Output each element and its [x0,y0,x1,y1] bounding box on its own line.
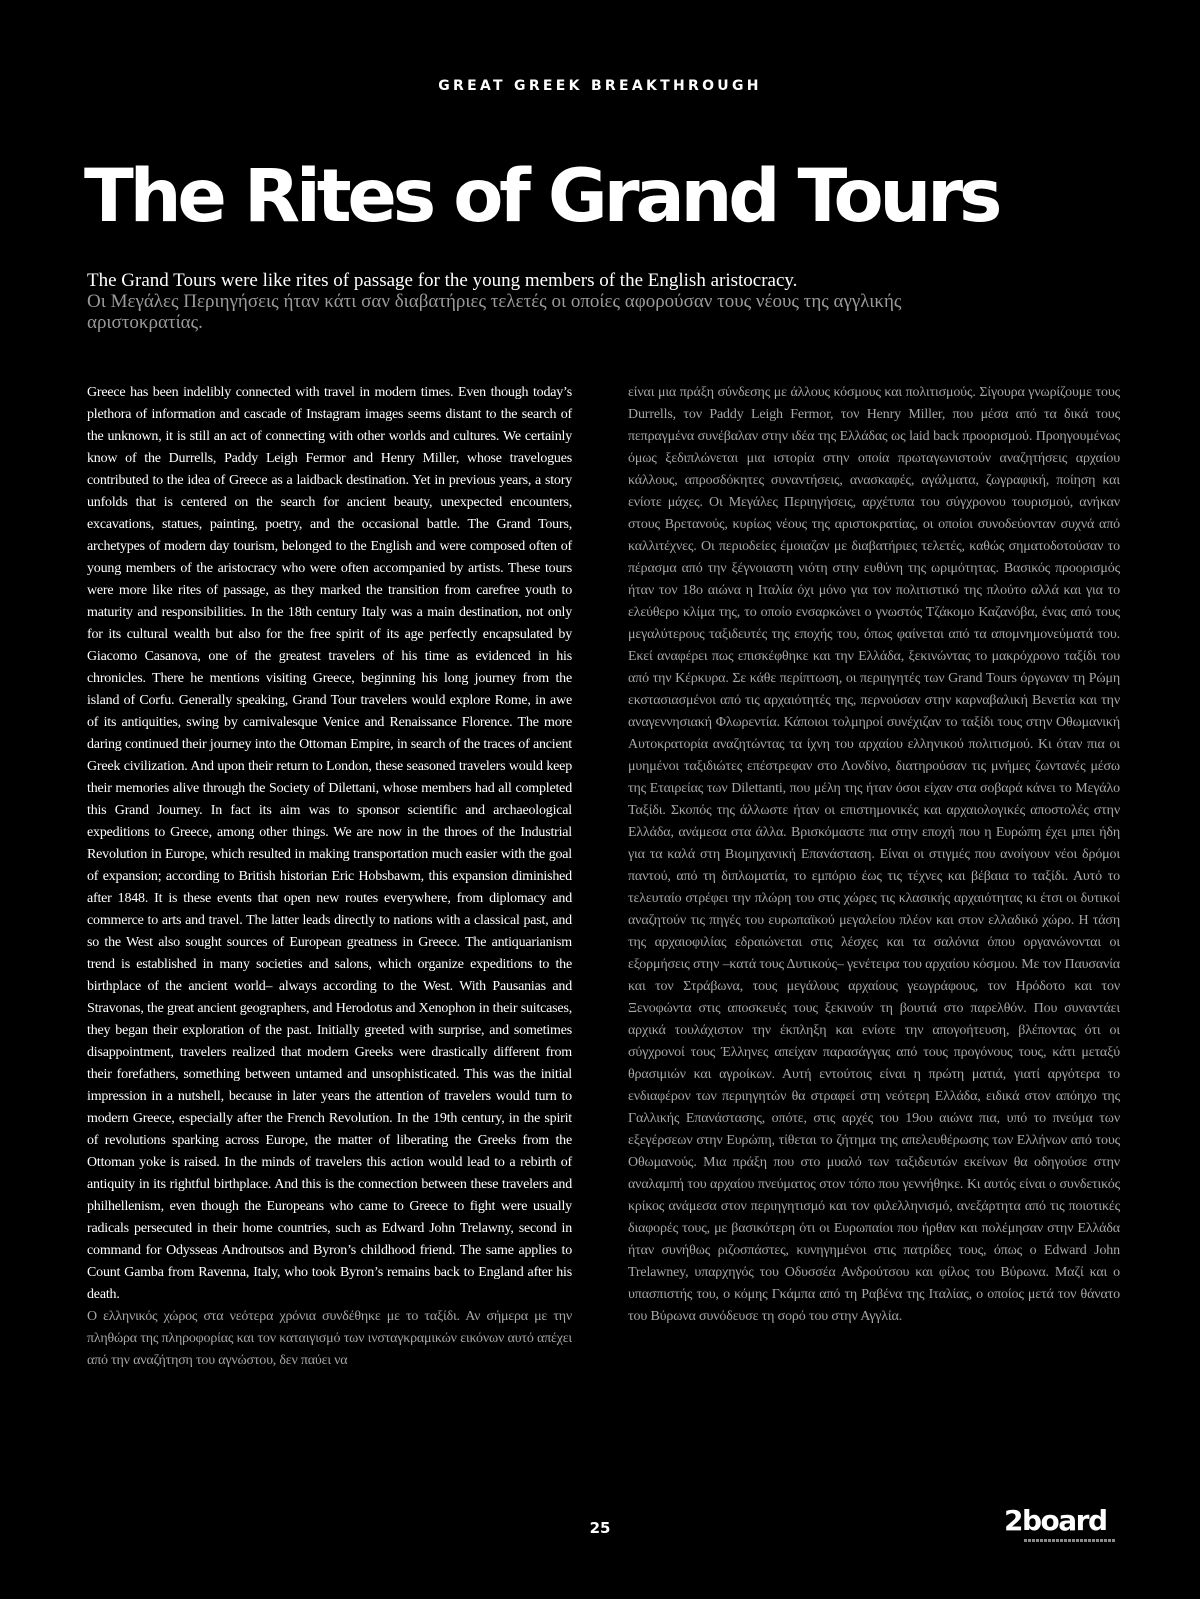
logo-wordmark: 2board [1004,1504,1107,1537]
right-column [628,382,1120,1328]
left-column [87,382,572,1372]
magazine-logo [1004,1506,1116,1546]
article-title: The Rites of Grand Tours [84,154,999,239]
page-number: 25 [589,1519,611,1537]
body-text-greek-start: Ο ελληνικός χώρος στα νεότερα χρόνια συνδέθηκε με το ταξίδι. Αν σήμερα με την πληθώρα της πληροφορίας και τον καταιγισμό των ινσταγκραμικών εικόνων αυτό απέχει από την αναζήτηση του αγνώστου, δεν παύει να [87,1309,572,1368]
subtitle-english: The Grand Tours were like rites of passage for the young members of the English aristocracy. [87,270,798,291]
subtitle-greek: Οι Μεγάλες Περιηγήσεις ήταν κάτι σαν διαβατήριες τελετές οι οποίες αφορούσαν τους νέους της αγγλικής αριστοκρατίας. [87,291,902,333]
section-label: GREAT GREEK BREAKTHROUGH [438,78,762,94]
body-text-greek-continued: είναι μια πράξη σύνδεσης με άλλους κόσμους και πολιτισμούς. Σίγουρα γνωρίζουμε τους Durrells, τον Paddy Leigh Fermor, τον Henry Miller, που μέσα από τα δικά τους πεπραγμένα συνέβαλαν στην ιδέα της Ελλάδας ως laid back προορισμού. Προηγουμένως όμως ξεδιπλώνεται μια ιστορία στην οποία πρωταγωνιστούν αναζητήσεις αρχαίου κάλλους, απροσδόκητες συναντήσεις, ανασκαφές, αγάλματα, ζωγραφική, ποίηση και ενίοτε μάχες. Οι Μεγάλες Περιηγήσεις, αρχέτυπα του σύγχρονου τουρισμού, ανήκαν στους Βρετανούς, κυρίως νέους της αριστοκρατίας, οι οποίοι συνοδεύονταν συχνά από καλλιτέχνες. Οι περιοδείες έμοιαζαν με διαβατήριες τελετές, καθώς σηματοδοτούσαν το πέρασμα από την ξέγνοιαστη νιότη στην ευθύνη της ωριμότητας. Βασικός προορισμός ήταν τον 18ο αιώνα η Ιταλία όχι μόνο για τον πολιτιστικό της πλούτο αλλά και για το ελεύθερο κλίμα της, το οποίο ενσαρκώνει ο γνωστός Τζάκομο Καζανόβα, ένας από τους μεγαλύτερους ταξιδευτές της εποχής του, όπως φαίνεται από τα απομνημονεύματά του. Εκεί αναφέρει πως επισκέφθηκε και την Ελλάδα, ξεκινώντας το μακρόχρονο ταξίδι του από την Κέρκυρα. Σε κάθε περίπτωση, οι περιηγητές των Grand Tours όργωναν τη Ρώμη εκστασιασμένοι από τις αρχαιότητές της, περνούσαν στην καρναβαλική Βενετία και την αναγεννησιακή Φλωρεντία. Κάποιοι τολμηροί συνέχιζαν το ταξίδι τους στην Οθωμανική Αυτοκρατορία αναζητώντας τα ίχνη του αρχαίου ελληνικού πολιτισμού. Κι όταν πια οι μυημένοι ταξιδιώτες επέστρεφαν στο Λονδίνο, διατηρούσαν τις μνήμες ζωντανές μέσω της Εταιρείας των Dilettanti, που μέλη της ήταν όσοι είχαν στα σοβαρά κάνει το Μεγάλο Ταξίδι. Σκοπός της άλλωστε ήταν οι επιστημονικές και αρχαιολογικές αποστολές στην Ελλάδα, ανάμεσα στα άλλα. Βρισκόμαστε πια στην εποχή που η Ευρώπη έχει μπει ήδη για τα καλά στη Βιομηχανική Επανάσταση. Είναι οι στιγμές που ανοίγουν νέοι δρόμοι παντού, από τη διπλωματία, το εμπόριο έως τις τέχνες και βέβαια το ταξίδι. Αυτό το τελευταίο στρέφει την πλώρη του στις χώρες τις κλασικής αρχαιότητας κι έτσι οι δυτικοί αναζητούν τις πηγές του ευρωπαϊκού μεγαλείου πλέον και στον ελλαδικό χώρο. Η τάση της αρχαιοφιλίας εδραιώνεται στις λέσχες και τα σαλόνια όπου οργανώνονται οι εξορμήσεις στην –κατά τους Δυτικούς– γενέτειρα του αρχαίου κόσμου. Με τον Παυσανία και τον Στράβωνα, τους μεγάλους αρχαίους γεωγράφους, τον Ηρόδοτο και τον Ξενοφώντα στις αποσκευές τους ξεκινούν τη βουτιά στο παρελθόν. Που συναντάει αρχικά τουλάχιστον την έκπληξη και ενίοτε την απογοήτευση, βλέποντας ότι οι σύγχρονοί τους Έλληνες απείχαν παρασάγγας από τους προγόνους τους, κάτι μεταξύ θρασιμιών και αγροίκων. Αυτή εντούτοις είναι η πρώτη ματιά, γιατί αργότερα το ενδιαφέρον των περιηγητών θα στραφεί στη νεότερη Ελλάδα, ειδικά στον απόηχο της Γαλλικής Επανάστασης, οπότε, στις αρχές του 19ου αιώνα πια, υπό το πνεύμα των εξεγέρσεων στην Ευρώπη, τίθεται το ζήτημα της απελευθέρωσης των Ελλήνων από τους Οθωμανούς. Μια πράξη που στο μυαλό των ταξιδευτών εκείνων θα οδηγούσε στην αναλαμπή του αρχαίου πνεύματος στον τόπο που γεννήθηκε. Κι αυτός είναι ο συνδετικός κρίκος ανάμεσα στον περιηγητισμό και τον φιλελληνισμό, ανεξάρτητα από τις ποιοτικές διαφορές τους, με βασικότερη ότι οι Ευρωπαίοι που ήρθαν και πολέμησαν στην Ελλάδα ήταν συνήθως ριζοσπάστες, κυνηγημένοι στις πατρίδες τους, όπως ο Edward John Trelawney, υπαρχηγός του Οδυσσέα Ανδρούτσου και φίλος του Βύρωνα. Μαζί και ο υπασπιστής του, ο κόμης Γκάμπα από τη Ραβένα της Ιταλίας, ο οποίος μετά τον θάνατο του Βύρωνα συνόδευσε τη σορό του στην Αγγλία. [628,385,1120,1324]
body-text-english: Greece has been indelibly connected with travel in modern times. Even though today’s plethora of information and cascade of Instagram images seems distant to the search of the unknown, it is still an act of connecting with other worlds and cultures. We certainly know of the Durrells, Paddy Leigh Fermor and Henry Miller, whose travelogues contributed to the idea of Greece as a laidback destination. Yet in previous years, a story unfolds that is centered on the search for ancient beauty, unexpected encounters, excavations, statues, painting, poetry, and the occasional battle. The Grand Tours, archetypes of modern day tourism, belonged to the English and were composed often of young members of the aristocracy who were often accompanied by artists. These tours were more like rites of passage, as they marked the transition from carefree youth to maturity and responsibilities. In the 18th century Italy was a main destination, not only for its cultural wealth but also for the free spirit of its age perfectly encapsulated by Giacomo Casanova, one of the greatest travelers of his time as evidenced in his chronicles. There he mentions visiting Greece, beginning his long journey from the island of Corfu. Generally speaking, Grand Tour travelers would explore Rome, in awe of its antiquities, swing by carnivalesque Venice and Renaissance Florence. The more daring continued their journey into the Ottoman Empire, in search of the traces of ancient Greek civilization. And upon their return to London, these seasoned travelers would keep their memories alive through the Society of Dilettani, whose members had all completed this Grand Journey. In fact its aim was to sponsor scientific and archaeological expeditions to Greece, among other things. We are now in the throes of the Industrial Revolution in Europe, which resulted in making transportation much easier with the goal of expansion; according to British historian Eric Hobsbawm, this expansion diminished after 1848. It is these events that open new routes everywhere, from diplomacy and commerce to arts and travel. The latter leads directly to nations with a classical past, and so the West also sought sources of European greatness in Greece. The antiquarianism trend is established in many societies and salons, which organize expeditions to the birthplace of the ancient world– always according to the West. With Pausanias and Stravonas, the great ancient geographers, and Herodotus and Xenophon in their suitcases, they began their exploration of the past. Initially greeted with surprise, and sometimes disappointment, travelers realized that modern Greeks were drastically different from their forefathers, something between untamed and unsophisticated. This was the initial impression in a nutshell, because in later years the attention of travelers would turn to modern Greece, especially after the French Revolution. In the 19th century, in the spirit of revolutions sparking across Europe, the matter of liberating the Greeks from the Ottoman yoke is raised. In the minds of travelers this action would lead to a rebirth of antiquity in its rightful birthplace. And this is the connection between these travelers and philhellenism, even though the Europeans who came to Greece to fight were usually radicals persecuted in their home countries, such as Edward John Trelawny, second in command for Odysseas Androutsos and Byron’s childhood friend. The same applies to Count Gamba from Ravenna, Italy, who took Byron’s remains back to England after his death. [87,385,572,1302]
article-subtitle [87,270,967,333]
logo-tagline-line [1024,1539,1116,1542]
